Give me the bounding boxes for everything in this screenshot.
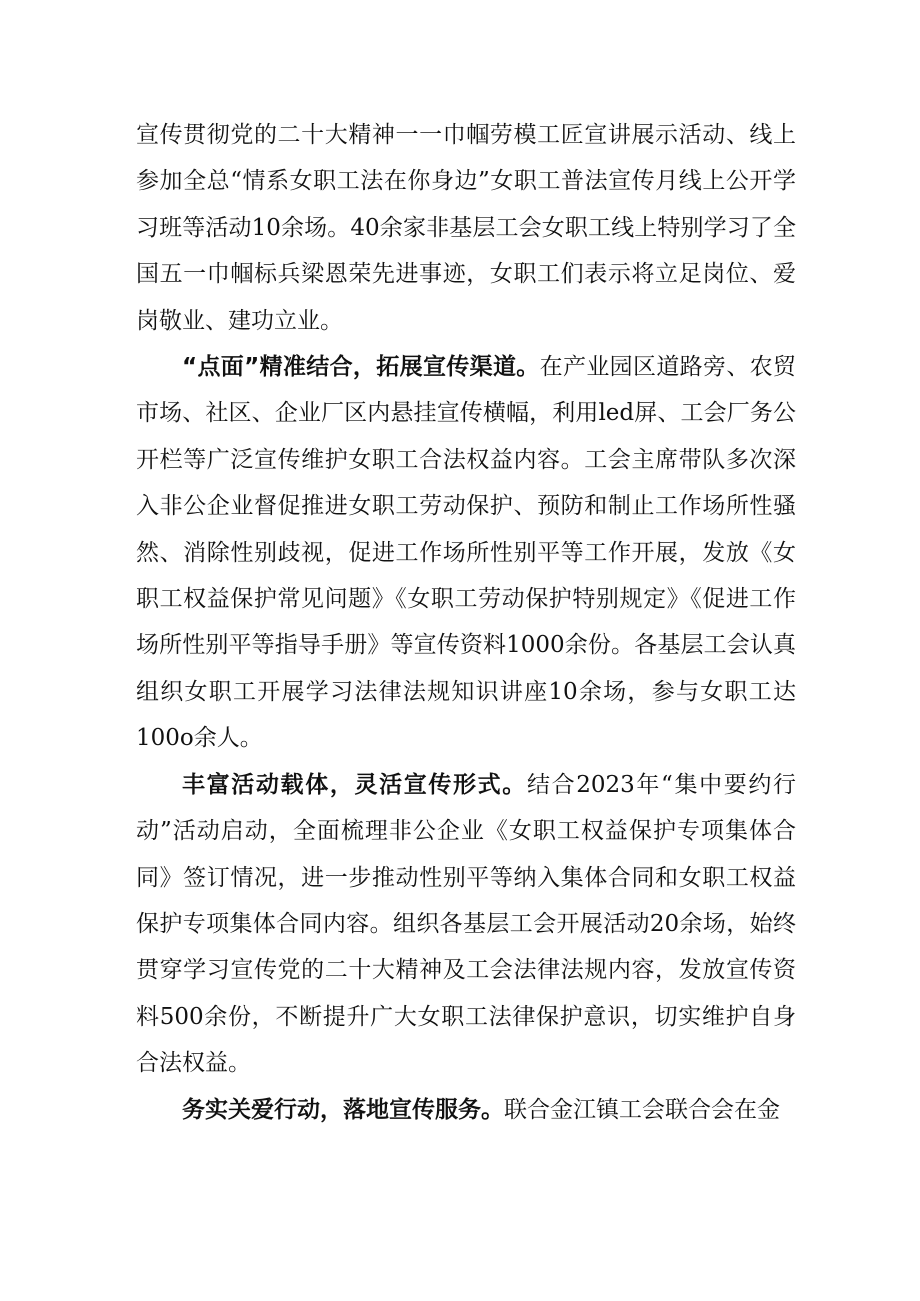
paragraph-services [136, 1087, 796, 1133]
document-body [136, 112, 796, 1133]
paragraph-text: 结合2023年“集中要约行动”活动启动，全面梳理非公企业《女职工权益保护专项集体合同》签订情况，进一步推动性别平等纳入集体合同和女职工权益保护专项集体合同内容。组织各基层工会开展活动20余场，始终贯穿学习宣传党的二十大精神及工会法律法规内容，发放宣传资料500余份，不断提升广大女职工法律保护意识，切实维护自身合法权益。 [136, 771, 796, 1077]
paragraph-heading: 丰富活动载体，灵活宣传形式。 [182, 771, 527, 798]
paragraph-channels [136, 344, 796, 762]
paragraph-text: 联合金江镇工会联合会在金 [504, 1096, 780, 1123]
paragraph-activities [136, 762, 796, 1087]
paragraph-text: 在产业园区道路旁、农贸市场、社区、企业厂区内悬挂宣传横幅，利用led屏、工会厂务公开栏等广泛宣传维护女职工合法权益内容。工会主席带队多次深入非公企业督促推进女职工劳动保护、预防和制止工作场所性骚然、消除性别歧视，促进工作场所性别平等工作开展，发放《女职工权益保护常见问题》《女职工劳动保护特别规定》《促进工作场所性别平等指导手册》等宣传资料1000余份。各基层工会认真组织女职工开展学习法律法规知识讲座10余场，参与女职工达100o余人。 [136, 354, 797, 752]
paragraph-continuation [136, 112, 796, 344]
paragraph-heading: “点面”精准结合，拓展宣传渠道。 [182, 354, 540, 381]
paragraph-text: 宣传贯彻党的二十大精神一一巾帼劳模工匠宣讲展示活动、线上参加全总“情系女职工法在你身边”女职工普法宣传月线上公开学习班等活动10余场。40余家非基层工会女职工线上特别学习了全国五一巾帼标兵梁恩荣先进事迹，女职工们表示将立足岗位、爱岗敬业、建功立业。 [136, 122, 796, 334]
paragraph-heading: 务实关爱行动，落地宣传服务。 [182, 1096, 504, 1123]
